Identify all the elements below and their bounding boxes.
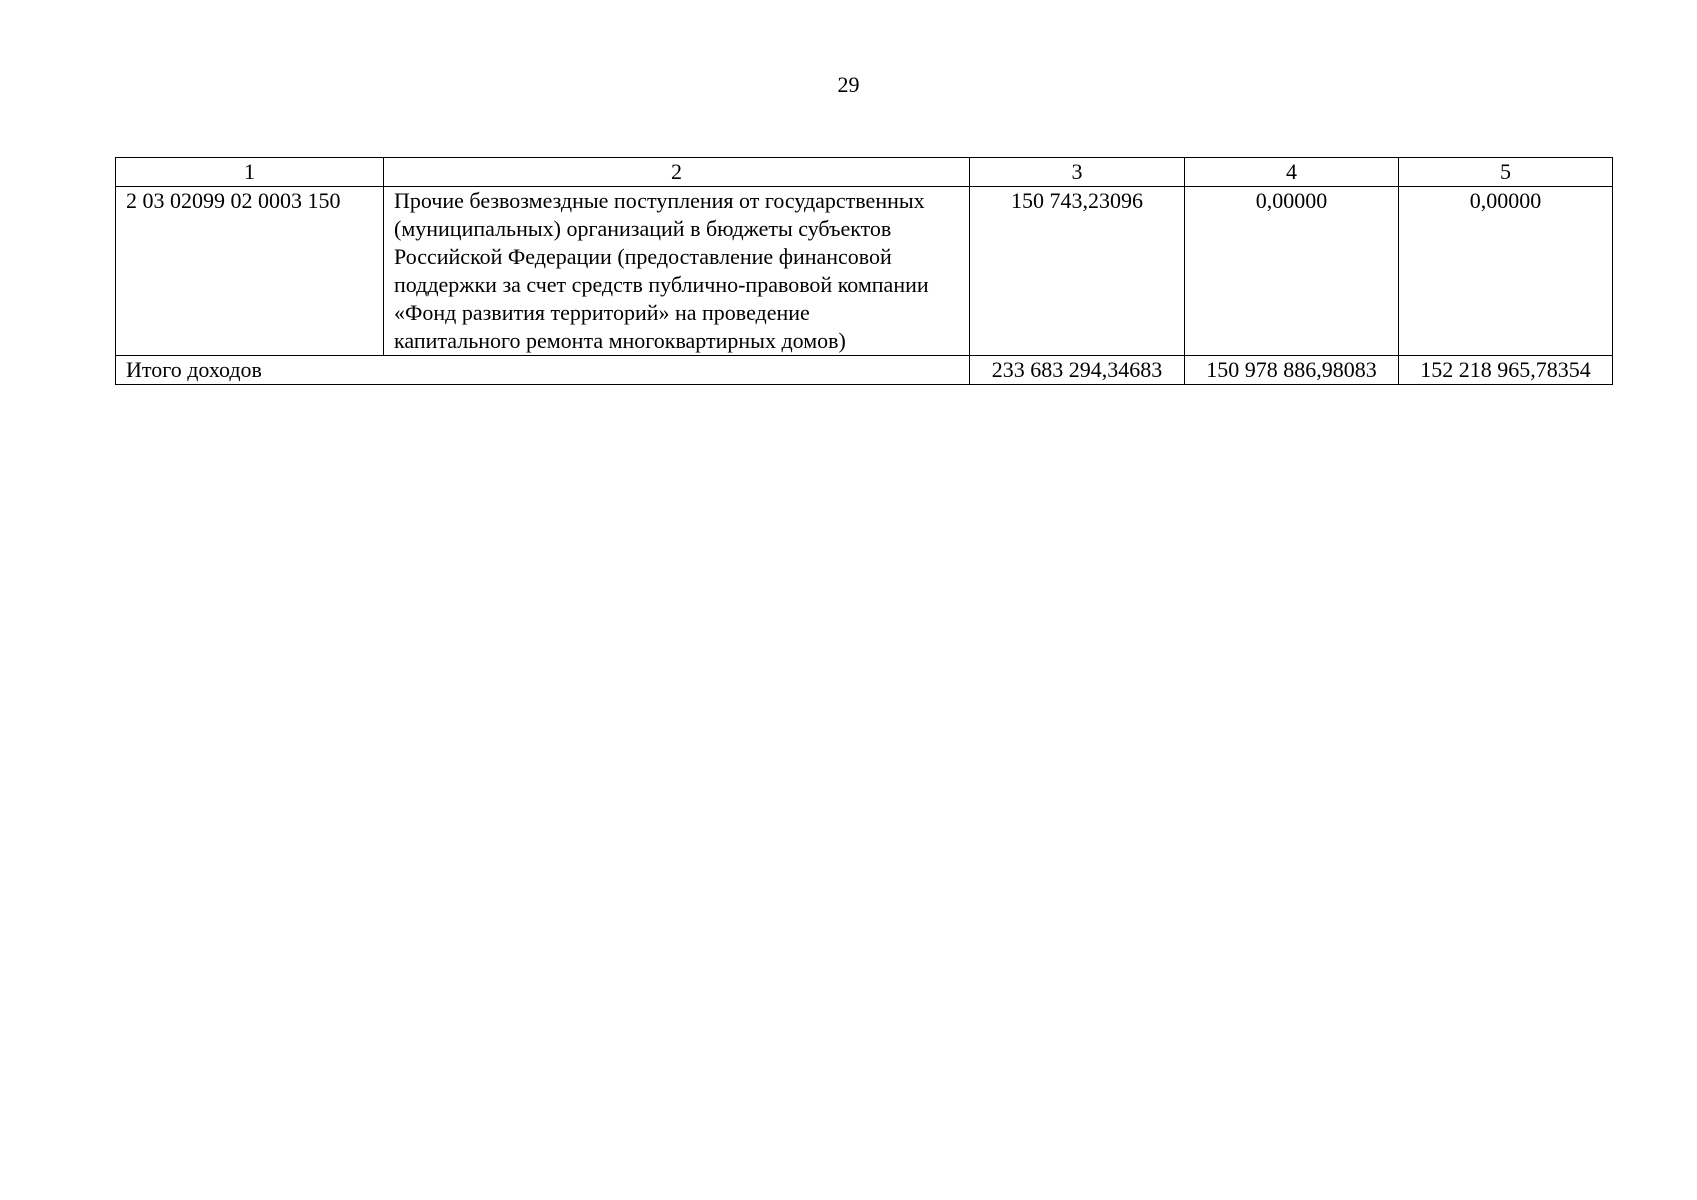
column-header-5: 5 (1399, 158, 1613, 187)
table-header-row (116, 158, 1613, 187)
column-header-3: 3 (970, 158, 1185, 187)
value-cell-col3: 150 743,23096 (970, 187, 1185, 356)
value-cell-col5: 0,00000 (1399, 187, 1613, 356)
budget-code-cell: 2 03 02099 02 0003 150 (116, 187, 384, 356)
value-cell-col4: 0,00000 (1185, 187, 1399, 356)
revenue-table (115, 157, 1613, 385)
table-row (116, 187, 1613, 356)
total-row (116, 356, 1613, 385)
page-number: 29 (837, 72, 860, 97)
total-value-col5: 152 218 965,78354 (1399, 356, 1613, 385)
total-value-col3: 233 683 294,34683 (970, 356, 1185, 385)
column-header-1: 1 (116, 158, 384, 187)
total-label: Итого доходов (116, 356, 970, 385)
description-cell: Прочие безвозмездные поступления от государственных (муниципальных) организаций в бюджеты субъектов Российской Федерации (предоставление финансовой поддержки за счет средств публично-правовой компании «Фонд развития территорий» на проведение капитального ремонта многоквартирных домов) (384, 187, 970, 356)
column-header-4: 4 (1185, 158, 1399, 187)
column-header-2: 2 (384, 158, 970, 187)
total-value-col4: 150 978 886,98083 (1185, 356, 1399, 385)
